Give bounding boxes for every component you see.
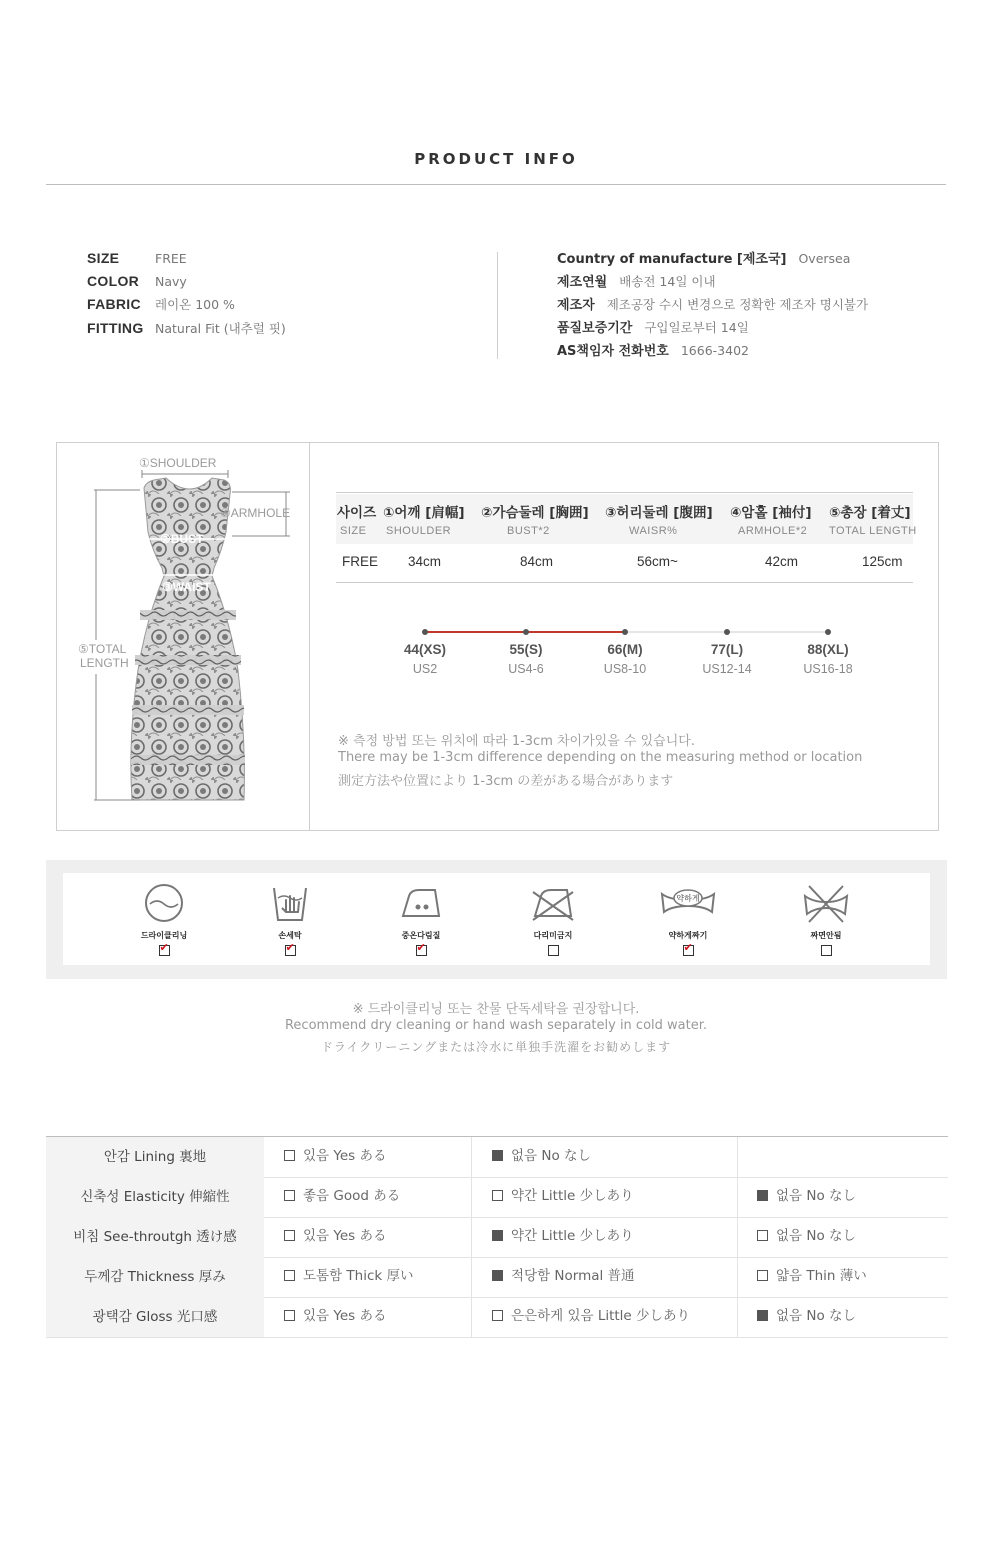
fabric-option bbox=[284, 1217, 386, 1257]
measure-note-ko: ※ 측정 방법 또는 위치에 따라 1-3cm 차이가있을 수 있습니다. bbox=[338, 734, 695, 749]
manufacture-key: 제조연월 bbox=[557, 275, 608, 290]
care-label: 손세탁 bbox=[278, 931, 302, 940]
fabric-option-text: 은은하게 있음 Little 少しあり bbox=[511, 1308, 691, 1324]
fabric-col-divider bbox=[471, 1137, 472, 1337]
spec-color bbox=[87, 271, 187, 291]
fabric-col-divider bbox=[737, 1137, 738, 1337]
waist-label: ③WAIST bbox=[162, 580, 211, 594]
page-title: PRODUCT INFO bbox=[414, 150, 578, 168]
fabric-option bbox=[492, 1177, 634, 1217]
fabric-option-text: 있음 Yes ある bbox=[303, 1228, 387, 1244]
scale-dot bbox=[523, 629, 529, 635]
checked-box bbox=[492, 1150, 503, 1161]
fabric-option bbox=[492, 1137, 591, 1177]
spec-fitting bbox=[87, 318, 286, 338]
fabric-option-text: 있음 Yes ある bbox=[303, 1148, 387, 1164]
unchecked-box bbox=[757, 1230, 768, 1241]
manufacture-value: 구입일로부터 14일 bbox=[644, 320, 749, 335]
spec-value: 레이온 100 % bbox=[155, 297, 235, 312]
scale-size-us: US8-10 bbox=[603, 662, 647, 676]
care-label: 중온다림질 bbox=[401, 931, 441, 940]
table-bottom-rule bbox=[336, 582, 913, 583]
scale-size-kr: 77(L) bbox=[710, 642, 744, 657]
fabric-option bbox=[284, 1177, 400, 1217]
fabric-row-label: 신축성 Elasticity 伸縮性 bbox=[46, 1177, 264, 1217]
manufacture-value: 1666-3402 bbox=[680, 343, 749, 358]
fabric-option bbox=[757, 1217, 856, 1257]
fabric-option-text: 없음 No なし bbox=[776, 1228, 857, 1244]
care-item-dry-clean bbox=[119, 882, 209, 960]
th-size-ko: 사이즈 bbox=[337, 505, 377, 521]
th-armhole-ko: ④암홀 [袖付] bbox=[730, 505, 812, 521]
manufacture-key: 품질보증기간 bbox=[557, 321, 633, 336]
manufacture-key: AS책임자 전화번호 bbox=[557, 344, 669, 359]
care-note-jp: ドライクリーニングまたは冷水に単独手洗濯をお勧めします bbox=[320, 1040, 672, 1054]
care-label: 짜면안됨 bbox=[810, 931, 842, 940]
manufacture-value: 제조공장 수시 변경으로 정확한 제조자 명시불가 bbox=[606, 297, 869, 312]
fabric-row bbox=[46, 1257, 948, 1298]
total-length-label-1: ⑤TOTAL bbox=[78, 642, 127, 656]
care-checkbox bbox=[159, 945, 170, 956]
care-checkbox bbox=[821, 945, 832, 956]
total-length-label-2: LENGTH bbox=[80, 656, 129, 670]
scale-dot bbox=[422, 629, 428, 635]
scale-size-kr: 44(XS) bbox=[403, 642, 447, 657]
fabric-row-label: 두께감 Thickness 厚み bbox=[46, 1257, 264, 1297]
gentle-wring-badge: 약하게 bbox=[676, 894, 700, 903]
fabric-option-text: 약간 Little 少しあり bbox=[511, 1228, 634, 1244]
spec-value: FREE bbox=[155, 251, 187, 266]
th-bust-ko: ②가슴둘레 [胸囲] bbox=[481, 505, 589, 521]
th-length-en: TOTAL LENGTH bbox=[829, 525, 917, 537]
fabric-option-text: 없음 No なし bbox=[776, 1188, 857, 1204]
fabric-option-text: 없음 No なし bbox=[776, 1308, 857, 1324]
manufacture-key: Country of manufacture [제조국] bbox=[557, 252, 787, 267]
checked-box bbox=[492, 1230, 503, 1241]
care-note-en: Recommend dry cleaning or hand wash separately in cold water. bbox=[284, 1018, 707, 1033]
fabric-option bbox=[284, 1297, 386, 1337]
measure-note-en: There may be 1-3cm difference depending on the measuring method or location bbox=[338, 750, 863, 765]
th-armhole-en: ARMHOLE*2 bbox=[738, 525, 808, 537]
scale-dot bbox=[724, 629, 730, 635]
scale-size-us: US2 bbox=[412, 662, 438, 676]
scale-size-us: US12-14 bbox=[702, 662, 752, 676]
scale-dot bbox=[622, 629, 628, 635]
fabric-option-text: 도톰함 Thick 厚い bbox=[303, 1268, 414, 1284]
unchecked-box bbox=[284, 1150, 295, 1161]
care-checkbox bbox=[683, 945, 694, 956]
fabric-option bbox=[492, 1297, 690, 1337]
bust-label: ②BUST bbox=[160, 532, 204, 546]
scale-size-kr: 55(S) bbox=[509, 642, 543, 657]
care-checkbox bbox=[285, 945, 296, 956]
th-length-ko: ⑤총장 [着丈] bbox=[829, 505, 911, 521]
unchecked-box bbox=[492, 1190, 503, 1201]
th-waist-en: WAISR% bbox=[629, 525, 678, 537]
spec-key: SIZE bbox=[87, 250, 120, 266]
fabric-option bbox=[284, 1137, 386, 1177]
fabric-option-text: 없음 No なし bbox=[511, 1148, 592, 1164]
td-bust: 84cm bbox=[520, 554, 554, 569]
fabric-option-text: 좋음 Good ある bbox=[303, 1188, 401, 1204]
care-item-iron bbox=[376, 882, 466, 960]
td-shoulder: 34cm bbox=[408, 554, 442, 569]
checked-box bbox=[757, 1190, 768, 1201]
fabric-option bbox=[757, 1177, 856, 1217]
fabric-row bbox=[46, 1297, 948, 1338]
scale-size-us: US4-6 bbox=[508, 662, 544, 676]
unchecked-box bbox=[284, 1270, 295, 1281]
care-item-gentle-wring bbox=[643, 882, 733, 960]
fabric-option bbox=[492, 1257, 635, 1297]
th-shoulder-ko: ①어깨 [肩幅] bbox=[383, 505, 465, 521]
care-label: 약하게짜기 bbox=[668, 931, 708, 940]
table-top-rule bbox=[336, 492, 913, 493]
th-waist-ko: ③허리둘레 [腹囲] bbox=[605, 505, 713, 521]
td-armhole: 42cm bbox=[765, 554, 799, 569]
manufacture-country bbox=[557, 248, 850, 268]
unchecked-box bbox=[284, 1230, 295, 1241]
td-waist: 56cm~ bbox=[637, 554, 678, 569]
no-iron-icon bbox=[531, 882, 575, 924]
td-length: 125cm bbox=[862, 554, 903, 569]
iron-medium-icon bbox=[399, 882, 443, 924]
shoulder-label: ①SHOULDER bbox=[139, 456, 217, 470]
fabric-row bbox=[46, 1177, 948, 1218]
warranty-period bbox=[557, 317, 749, 337]
spec-value: Natural Fit (내추럴 핏) bbox=[155, 321, 286, 336]
gentle-wring-icon bbox=[658, 882, 718, 924]
th-size-en: SIZE bbox=[340, 525, 367, 537]
fabric-option bbox=[757, 1257, 867, 1297]
unchecked-box bbox=[284, 1310, 295, 1321]
care-item-hand-wash bbox=[245, 882, 335, 960]
fabric-option-text: 적당함 Normal 普通 bbox=[511, 1268, 635, 1284]
care-label: 다리미금지 bbox=[533, 931, 573, 940]
th-bust-en: BUST*2 bbox=[507, 525, 550, 537]
size-scale bbox=[400, 624, 860, 640]
unchecked-box bbox=[492, 1310, 503, 1321]
td-size: FREE bbox=[342, 554, 379, 569]
spec-value: Navy bbox=[155, 274, 187, 289]
fabric-row-label: 비침 See-throutgh 透け感 bbox=[46, 1217, 264, 1257]
spec-fabric bbox=[87, 294, 235, 314]
fabric-option bbox=[757, 1297, 856, 1337]
care-checkbox bbox=[548, 945, 559, 956]
armhole-label: ④ARMHOLE bbox=[220, 506, 291, 520]
fabric-row bbox=[46, 1137, 948, 1178]
fabric-option-text: 있음 Yes ある bbox=[303, 1308, 387, 1324]
manufacture-date bbox=[557, 271, 716, 291]
spec-divider bbox=[497, 252, 498, 359]
spec-key: FABRIC bbox=[87, 296, 141, 312]
manufacture-key: 제조자 bbox=[557, 298, 595, 313]
spec-key: COLOR bbox=[87, 273, 140, 289]
scale-size-kr: 88(XL) bbox=[807, 642, 849, 657]
dry-clean-icon bbox=[142, 882, 186, 924]
care-item-no-iron bbox=[508, 882, 598, 960]
measure-note-jp: 測定方法や位置により 1-3cm の差がある場合があります bbox=[338, 774, 674, 789]
care-checkbox bbox=[416, 945, 427, 956]
hand-wash-icon bbox=[268, 882, 312, 924]
fabric-option bbox=[284, 1257, 414, 1297]
scale-size-kr: 66(M) bbox=[607, 642, 643, 657]
no-wring-icon bbox=[801, 882, 851, 924]
scale-size-us: US16-18 bbox=[803, 662, 853, 676]
fabric-row-label: 안감 Lining 裏地 bbox=[46, 1137, 264, 1177]
scale-dot bbox=[825, 629, 831, 635]
spec-size bbox=[87, 248, 187, 268]
care-note-ko: ※ 드라이클리닝 또는 찬물 단독세탁을 권장합니다. bbox=[352, 1002, 640, 1017]
title-divider bbox=[46, 184, 946, 185]
unchecked-box bbox=[284, 1190, 295, 1201]
as-phone bbox=[557, 340, 749, 360]
th-shoulder-en: SHOULDER bbox=[386, 525, 452, 537]
manufacture-value: Oversea bbox=[798, 251, 851, 266]
checked-box bbox=[492, 1270, 503, 1281]
fabric-row-label: 광택감 Gloss 光口感 bbox=[46, 1297, 264, 1337]
fabric-option-text: 약간 Little 少しあり bbox=[511, 1188, 634, 1204]
fabric-option bbox=[492, 1217, 634, 1257]
manufacturer bbox=[557, 294, 868, 314]
fabric-option-text: 얇음 Thin 薄い bbox=[776, 1268, 867, 1284]
size-box-divider bbox=[309, 442, 310, 831]
care-label: 드라이클리닝 bbox=[140, 931, 188, 940]
fabric-row bbox=[46, 1217, 948, 1258]
spec-key: FITTING bbox=[87, 320, 144, 336]
unchecked-box bbox=[757, 1270, 768, 1281]
care-item-no-wring bbox=[781, 882, 871, 960]
checked-box bbox=[757, 1310, 768, 1321]
manufacture-value: 배송전 14일 이내 bbox=[619, 274, 716, 289]
